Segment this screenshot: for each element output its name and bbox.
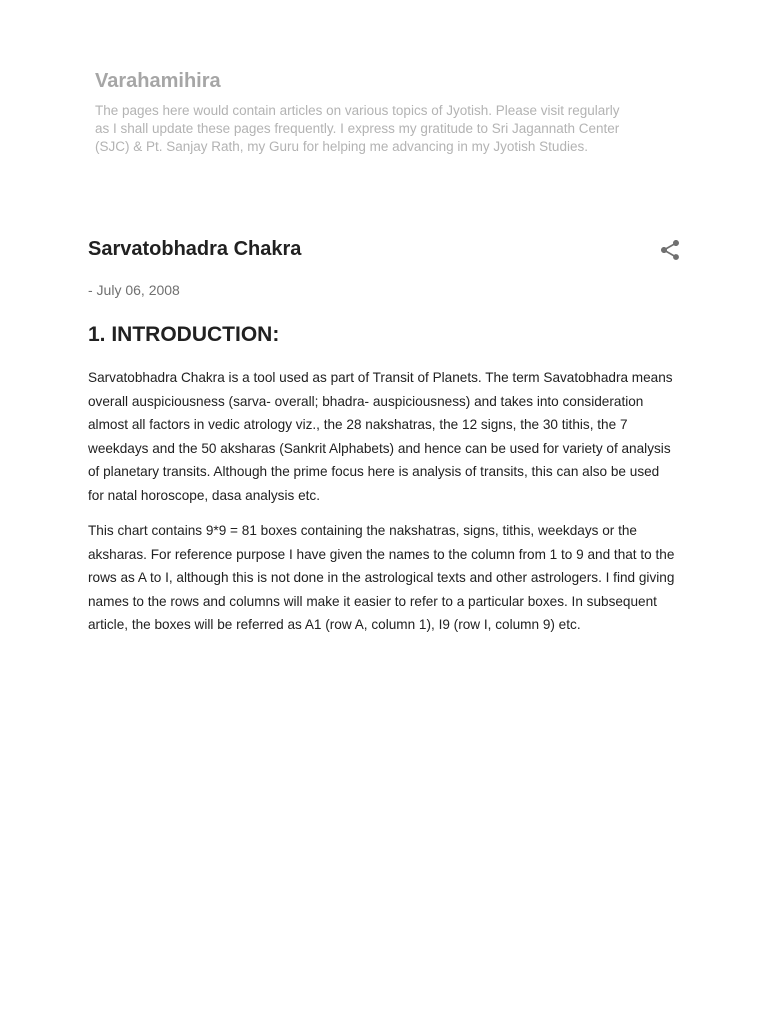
blog-header (95, 66, 635, 156)
share-icon (658, 238, 682, 262)
post-body (88, 320, 678, 649)
paragraph-2: This chart contains 9*9 = 81 boxes containing the nakshatras, signs, tithis, weekdays or the aksharas. For reference purpose I have given the names to the column from 1 to 9 and that to the rows as A to I, although this is not done in the astrological texts and other astrologers. I find giving names to the rows and columns will make it easier to refer to a particular boxes. In subsequent article, the boxes will be referred as A1 (row A, column 1), I9 (row I, column 9) etc. (88, 523, 675, 632)
blog-title-link[interactable]: Varahamihira (95, 70, 221, 92)
blog-description: The pages here would contain articles on various topics of Jyotish. Please visit regularly as I shall update these pages frequently. I express my gratitude to Sri Jagannath Center (SJC) & Pt. Sanjay Rath, my Guru for helping me advancing in my Jyotish Studies. (95, 103, 620, 154)
section-heading: 1. INTRODUCTION: (88, 323, 280, 346)
share-button[interactable] (658, 238, 682, 262)
paragraph-1: Sarvatobhadra Chakra is a tool used as part of Transit of Planets. The term Savatobhadra means overall auspiciousness (sarva- overall; bhadra- auspiciousness) and takes into consideration almost all factors in vedic atrology viz., the 28 nakshatras, the 12 signs, the 30 tithis, the 7 weekdays and the 50 aksharas (Sankrit Alphabets) and hence can be used for variety of analysis of planetary transits. Although the prime focus here is analysis of transits, this can also be used for natal horoscope, dasa analysis etc. (88, 370, 673, 503)
post-header (88, 234, 682, 268)
post-date: - July 06, 2008 (88, 282, 180, 298)
post-title: Sarvatobhadra Chakra (88, 238, 302, 260)
